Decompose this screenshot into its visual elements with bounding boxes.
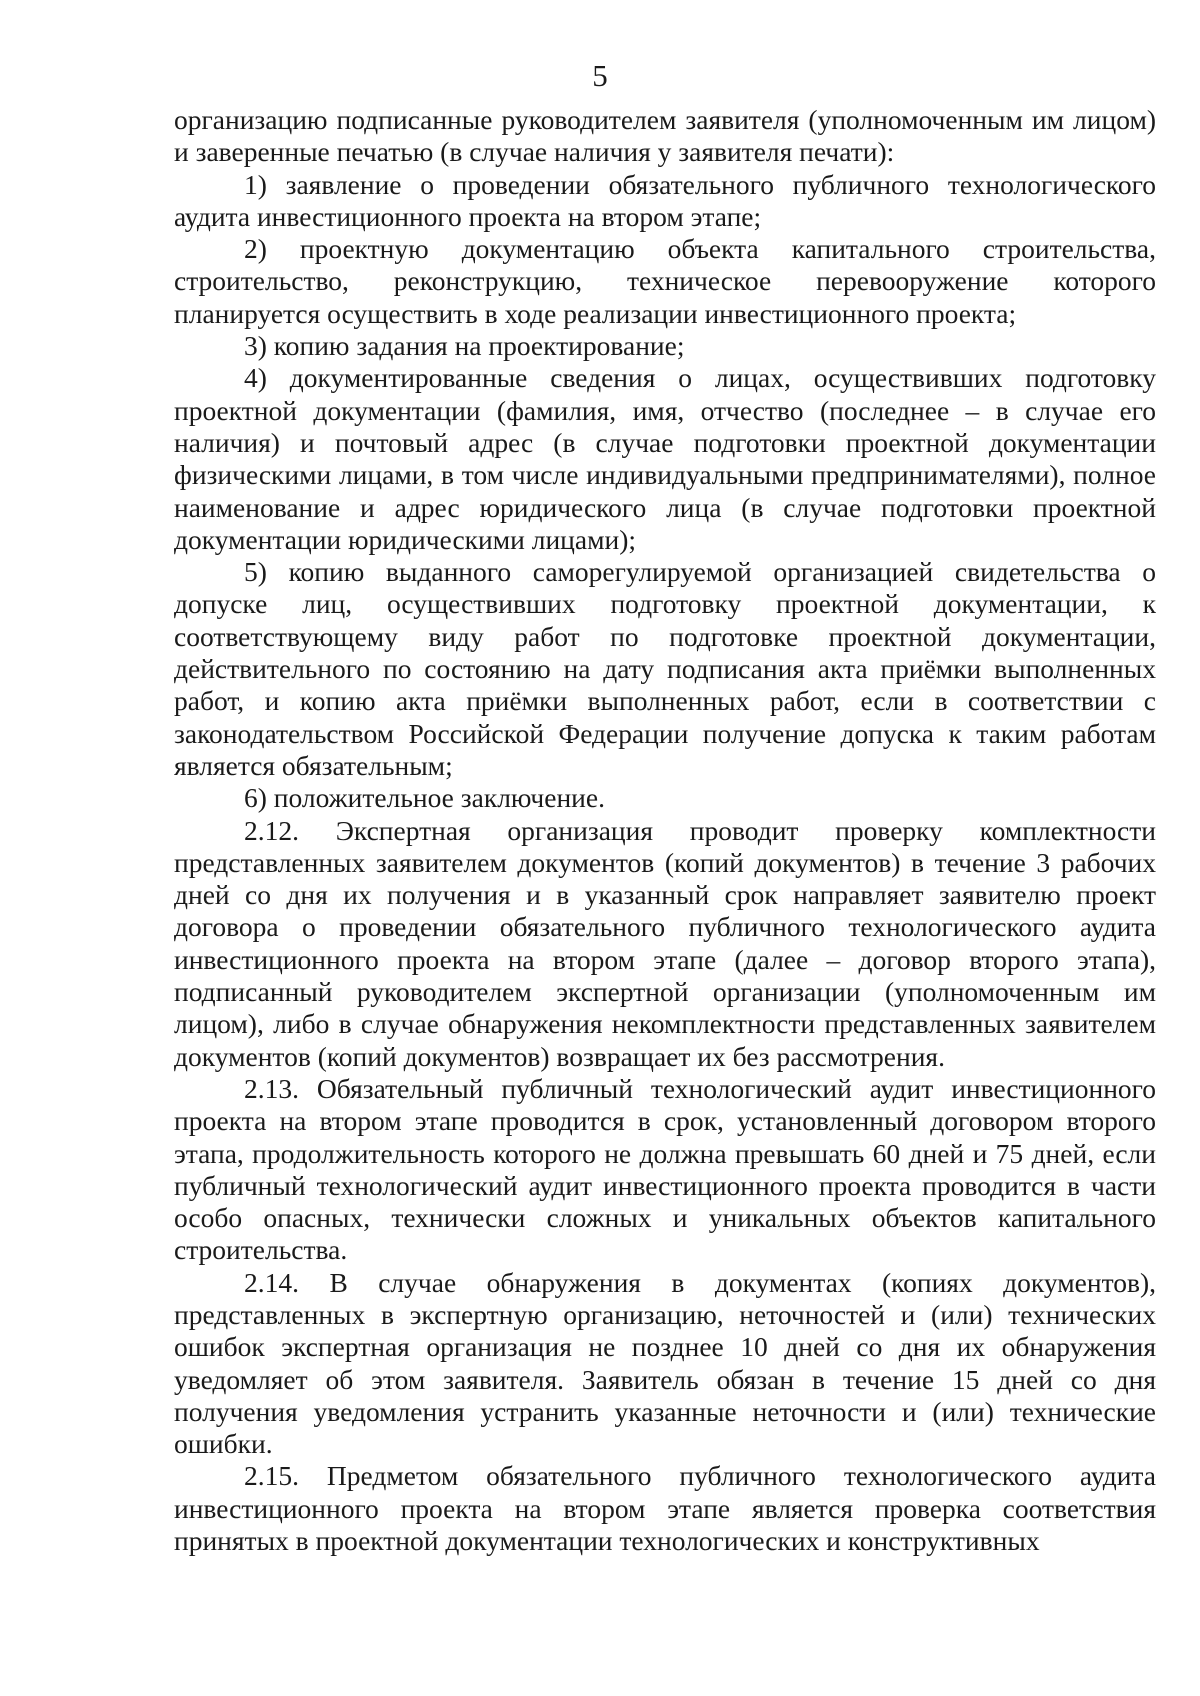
page-number: 5 <box>592 58 608 93</box>
list-item-5-certificate-copy: 5) копию выданного саморегулируемой организацией свидетельства о допуске лиц, осуществивших подготовку проектной документации, к соответствующему виду работ по подготовке проектной документации, действительного по состоянию на дату подписания акта приёмки выполненных работ, и копию акта приёмки выполненных работ, если в соответствии с законодательством Российской Федерации получение допуска к таким работам является обязательным; <box>174 556 1156 781</box>
list-item-4-documented-info: 4) документированные сведения о лицах, осуществивших подготовку проектной документации (фамилия, имя, отчество (последнее – в случае его наличия) и почтовый адрес (в случае подготовки проектной документации физическими лицами, в том числе индивидуальными предпринимателями), полное наименование и адрес юридического лица (в случае подготовки проектной документации юридическими лицами); <box>174 362 1156 555</box>
list-item-3-design-assignment: 3) копию задания на проектирование; <box>244 330 685 362</box>
clause-2-12: 2.12. Экспертная организация проводит проверку комплектности представленных заявителем документов (копий документов) в течение 3 рабочих дней со дня их получения и в указанный срок направляет заявителю проект договора о проведении обязательного публичного технологического аудита инвестиционного проекта на втором этапе (далее – договор второго этапа), подписанный руководителем экспертной организации (уполномоченным им лицом), либо в случае обнаружения некомплектности представленных заявителем документов (копий документов) возвращает их без рассмотрения. <box>174 814 1156 1072</box>
list-item-6-positive-conclusion: 6) положительное заключение. <box>244 782 605 814</box>
clause-2-13: 2.13. Обязательный публичный технологический аудит инвестиционного проекта на втором этапе проводится в срок, установленный договором второго этапа, продолжительность которого не должна превышать 60 дней и 75 дней, если публичный технологический аудит инвестиционного проекта проводится в части особо опасных, технически сложных и уникальных объектов капитального строительства. <box>174 1072 1156 1266</box>
paragraph-continuation: организацию подписанные руководителем заявителя (уполномоченным им лицом) и заверенные печатью (в случае наличия у заявителя печати): <box>174 104 1156 168</box>
clause-2-15: 2.15. Предметом обязательного публичного технологического аудита инвестиционного проекта на втором этапе является проверка соответствия принятых в проектной документации технологических и конструктивных <box>174 1460 1156 1557</box>
list-item-1-application: 1) заявление о проведении обязательного публичного технологического аудита инвестиционного проекта на втором этапе; <box>174 168 1156 232</box>
document-body <box>174 104 1156 1557</box>
list-item-2-project-documentation: 2) проектную документацию объекта капитального строительства, строительство, реконструкцию, техническое перевооружение которого планируется осуществить в ходе реализации инвестиционного проекта; <box>174 233 1156 329</box>
clause-2-14: 2.14. В случае обнаружения в документах (копиях документов), представленных в экспертную организацию, неточностей и (или) технических ошибок экспертная организация не позднее 10 дней со дня их обнаружения уведомляет об этом заявителя. Заявитель обязан в течение 15 дней со дня получения уведомления устранить указанные неточности и (или) технические ошибки. <box>174 1266 1156 1460</box>
